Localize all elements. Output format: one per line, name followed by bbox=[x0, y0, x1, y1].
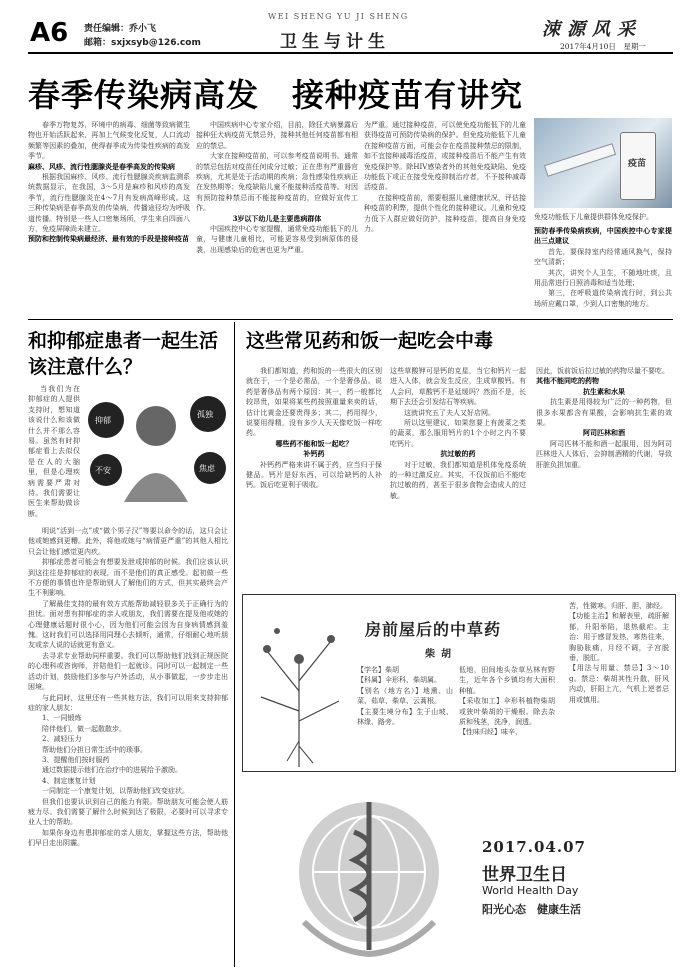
herb-box bbox=[242, 594, 676, 772]
paragraph: 第三，在呼吸道传染病流行时，到公共场所应戴口罩，少到人口密集的地方。 bbox=[534, 289, 672, 308]
herb-field: 【性味归经】味辛， bbox=[459, 728, 522, 737]
subhead: 麻疹、风疹、流行性腮腺炎是春季高发的传染病 bbox=[28, 161, 175, 171]
column-divider bbox=[234, 322, 235, 967]
paragraph: 对于过敏，我们都知道是机体免疫系统的一种过激反应。其实，不仅饭前后不能吃抗过敏的药，甚至于很多食物会造成人的过敏。 bbox=[390, 460, 526, 500]
image-caption: 免疫功能低下儿童提供群体免疫保护。 bbox=[534, 213, 653, 221]
herb-col3 bbox=[569, 601, 669, 705]
article1-col2 bbox=[196, 120, 358, 255]
article3-headline: 这些常见药和饭一起吃会中毒 bbox=[246, 330, 494, 352]
herb-illustration bbox=[247, 601, 351, 767]
paragraph: 我们都知道，药和饭的一些很大的区别就在于，一个是必需品，一个是奢侈品。说药是奢侈品有两个原因：其一，药一般都比较昂贵，如果将某些药按照重量来卖的话，估计比黄金还要贵得多；其二，药用得少，说要用得精，没有多少人天天像吃饭一样吃药。 bbox=[246, 367, 382, 438]
whd-title: 世界卫生日 bbox=[482, 865, 567, 885]
bubble-label: 抑郁 bbox=[95, 416, 111, 425]
herb-plant-icon bbox=[247, 601, 351, 767]
article1-col3 bbox=[364, 120, 526, 234]
bubble-label: 孤独 bbox=[197, 410, 213, 419]
subhead: 抗生素和水果 bbox=[583, 386, 625, 396]
article2-body bbox=[28, 526, 228, 849]
figure-icon bbox=[84, 384, 230, 502]
paragraph: 因此，饭前饭后拉过敏的药物尽量不要吃。 bbox=[536, 367, 669, 375]
paragraph: 中国疾控中心专家提醒，通常免疫功能低下的儿童，与健康儿童相比，可能更容易受到病原体的侵袭，出现感染后的危害也更为严重。 bbox=[196, 225, 358, 254]
who-banner bbox=[242, 780, 674, 966]
section-rule bbox=[28, 319, 673, 320]
article1-col4 bbox=[534, 226, 672, 309]
subhead: 预防春季传染病疾病，中国疾控中心专家提出三点建议 bbox=[534, 226, 672, 246]
masthead-rule bbox=[28, 52, 673, 54]
list-item: 陪伴他们，做一起散散步。 bbox=[42, 724, 126, 733]
paragraph: 春季万物复苏，环境中的病毒、细菌等致病微生物也开始活跃起来，再加上气候变化反复，人口流动频繁等因素的叠加，使得春季成为传染性疾病的高发季节。 bbox=[28, 121, 190, 161]
vaccine-photo bbox=[534, 118, 672, 208]
paragraph: 去寻求专业帮助同样重要。我们可以帮助他们找到正规医院的心理科或咨询师，并陪他们一起就诊。同时可以一起制定一些活动计划，鼓励他们多参与户外活动，从小事做起，一步步走出困境。 bbox=[28, 651, 228, 692]
paragraph: 抑郁症患者可能会有想要发泄或抑郁的时候。我们应该认识到这往往是抑郁症的表现，而不是他们的真正感受。起初做一些不方便的事情也许是帮助别人了解他们的方式，但其实最终会产生不利影响。 bbox=[28, 558, 228, 598]
bubble-label: 不安 bbox=[95, 466, 111, 475]
bubble-label: 焦虑 bbox=[199, 464, 215, 473]
article2-intro: 当我们为在抑郁症的人提供支持时，想知道该说什么和该做什么并不那么容易。虽然有时抑郁症看上去似仅是在人的大脑里，但是心理疾病需要严肃对待。我们需要让医生来帮助做诊断。 bbox=[28, 385, 80, 518]
subhead: 预防和控制传染病最经济、最有效的手段是接种疫苗 bbox=[28, 234, 189, 244]
herb-field: 【别名（地方名）】地熏、山菜、茹草、柴草、云蒿根。 bbox=[357, 686, 453, 706]
paper-name: 涑源风采 bbox=[542, 19, 642, 40]
list-item: 3、提醒他们按时服药 bbox=[42, 755, 110, 764]
subhead: 阿司匹林和酒 bbox=[583, 428, 625, 438]
subhead: 抗过敏的药 bbox=[440, 449, 476, 459]
paragraph: 如果你身边有患抑郁症的亲人朋友，掌握这些方法，帮助他们早日走出阴霾。 bbox=[28, 828, 228, 848]
paragraph: 其次，讲究个人卫生，不随地吐痰，且用品常进行日照消毒和适当处理； bbox=[534, 268, 672, 288]
herb-field: 苦，性微寒。归肝、胆、肺经。 bbox=[569, 602, 667, 610]
paragraph: 大家在接种疫苗前，可以参考疫苗说明书。通常的禁忌包括对疫苗任何成分过敏；正在患有严重器官疾病，尤其是处于活动期的疾病；急性感染性疾病正在发热期等；免疫缺陷儿童不能接种活疫苗等。对因有预防接种禁忌而不能接种疫苗的，应做好宣传工作。 bbox=[196, 152, 358, 213]
list-item: 2、减轻压力 bbox=[42, 735, 82, 744]
email-line: 邮箱：sxjxsyb@126.com bbox=[84, 38, 201, 48]
whd-slogan: 阳光心态 健康生活 bbox=[482, 903, 581, 916]
page-number: A6 bbox=[30, 18, 69, 48]
herb-col2 bbox=[459, 665, 555, 738]
paragraph: 明说“活到一点”或“做个男子汉”等要以命令的话，这只会让他或她感到更糟。此外，将他或她与“病情更严重”的其他人相比只会让他们感觉更内疚。 bbox=[28, 527, 228, 556]
paragraph: 首先，要保持室内经常通风换气，保持空气清新； bbox=[534, 247, 672, 267]
editor-line: 责任编辑：乔小飞 bbox=[84, 24, 157, 34]
paragraph: 为严重。通过接种疫苗，可以使免疫功能低下的儿童获得疫苗可预防传染病的保护。但免疫功能低下儿童在接种疫苗方面，可能会存在疫苗接种禁忌的限制，如不宜接种减毒活疫苗，或接种疫苗后不能产生有效免疫保护等。除HIV感染者外的其他免疫缺陷、免疫功能低下或正在接受免疫抑制治疗者，不予接种减毒活疫苗。 bbox=[364, 121, 526, 192]
paragraph: 阿司匹林不能和酒一起服用，因为阿司匹林进入人体后，会抑制酒精的代谢，导致肝脏负担加重。 bbox=[536, 439, 672, 469]
article3-col1 bbox=[246, 366, 382, 491]
syringe-icon bbox=[544, 143, 616, 177]
article1-headline: 春季传染病高发 接种疫苗有讲究 bbox=[28, 76, 524, 114]
paragraph: 补钙药严格来讲不属于药，应当归于保健品。钙片是好东西，可以给缺钙的人补钙。饭后吃更利于吸收。 bbox=[246, 460, 382, 490]
section-pinyin: WEI SHENG YU JI SHENG bbox=[268, 12, 409, 21]
depression-illustration bbox=[84, 384, 230, 502]
paragraph: 这就讲究五了夫人又好店网。 bbox=[404, 408, 495, 417]
herb-field: 【采收加工】伞形科植物柴胡或狭叶柴胡的干燥根。除去杂质和残茎，洗净，润透。 bbox=[459, 697, 555, 727]
paragraph: 所以这里建议，如果您要上有菠菜之类的蔬菜，那么服用钙片的1个小时之内不要吃钙片。 bbox=[390, 419, 526, 448]
herb-title: 房前屋后的中草药 bbox=[365, 620, 502, 639]
herb-field: 低地，田间地头杂草丛林有野生，近年各个乡镇均有大面积种植。 bbox=[459, 666, 555, 695]
whd-english: World Health Day bbox=[482, 884, 579, 897]
herb-field: 【学名】柴胡 bbox=[357, 666, 399, 674]
herb-name: 柴胡 bbox=[425, 649, 457, 660]
subhead: 补钙药 bbox=[303, 449, 325, 459]
vial-label: 疫苗 bbox=[627, 159, 646, 169]
herb-col1 bbox=[357, 665, 453, 727]
paragraph: 但我们也要认识到自己的能力有限。帮助朋友可能会使人筋疲力尽。我们需要了解什么时候到达了极限，必要时可以寻求专业人士的帮助。 bbox=[28, 797, 228, 827]
paragraph: 中国疾病中心专家介绍，目前，除狂犬病暴露后接种狂犬病疫苗无禁忌外，接种其他任何疫苗都有相应的禁忌。 bbox=[196, 121, 358, 150]
paragraph: 根据我国麻疹、风疹、流行性腮腺炎疾病监测系统数据显示，在我国，3～5月是麻疹和风疹的高发季节，流行性腮腺炎在4～7月有发病高峰形成。这三种传染病是春季高发的传染病，传播途径均为呼吸道传播。特别是一些人口密集场所，学生来自四面八方，免疫屏障尚未建立。 bbox=[28, 173, 190, 234]
subhead: 3岁以下幼儿是主要患病群体 bbox=[232, 213, 322, 223]
paragraph: 在接种疫苗前，需要根据儿童健康状况，评估接种疫苗的利弊，提供个性化的接种建议。儿童和免疫力低下人群应做好防护，接种疫苗，提高自身免疫力。 bbox=[364, 193, 526, 234]
list-item: 帮助他们分担日常生活中的琐事。 bbox=[42, 745, 147, 754]
list-item: 通过数据提示他们在治疗中的进展给予激励。 bbox=[42, 766, 182, 775]
article2-headline: 和抑郁症患者一起生活该注意什么？ bbox=[28, 330, 219, 378]
article3-col2 bbox=[390, 366, 526, 501]
list-item: 4、制定康复计划 bbox=[42, 776, 96, 785]
herb-field: 【主要生境分布】生于山坡、林缘、路旁。 bbox=[357, 707, 453, 727]
date-line: 2017年4月10日 星期一 bbox=[560, 42, 646, 51]
paragraph: 与此同时，这里还有一些其他方法，我们可以用来支持抑郁症的家人朋友： bbox=[28, 693, 228, 712]
paragraph: 了解最佳支持的最有效方式能帮助减轻很多关于正确行为的担忧。面对患有抑郁症的亲人或朋友，我们需要在提及他或她的心理健康话题时很小心，因为他们可能会因为自身病情感到羞愧。这时我们可以选择用同理心去倾听，通常，仔细耐心地听朋友或亲人说的话就更有意义。 bbox=[28, 599, 228, 650]
paragraph: 抗生素是用得较为广泛的一种药物，但很多水果都含有果酸，会影响抗生素的效果。 bbox=[536, 398, 672, 428]
article3-col3 bbox=[536, 366, 672, 470]
who-emblem bbox=[274, 782, 464, 962]
paragraph: 这些草酸钾可是钙的克星，当它和钙片一起进入人体，就会发生反应，生成草酸钙。有人会问，草酸钙不是延缓吗？然而不是，长期下去还会引发结石等疾病。 bbox=[390, 367, 526, 407]
subhead: 哪些药不能和饭一起吃？ bbox=[275, 438, 353, 448]
who-logo-icon bbox=[274, 782, 464, 962]
article1-col1 bbox=[28, 120, 190, 245]
list-item: 1、一同锻炼 bbox=[42, 714, 82, 723]
section-title: 卫生与计生 bbox=[280, 32, 390, 52]
list-item: 一同制定一个康复计划，以帮助他们改变症状。 bbox=[42, 787, 189, 796]
herb-field: 【功能主治】和解表里，疏肝解郁，升阳举陷，退热截疟。主治：用于感冒发热，寒热往来，胸胁胀痛，月经不调，子宫脱垂，脱肛。 bbox=[569, 612, 669, 663]
subhead: 其他不能同吃的药物 bbox=[536, 376, 599, 386]
herb-field: 【科属】伞形科、柴胡属。 bbox=[357, 676, 441, 685]
herb-field: 【用法与用量、禁忌】3～10g。禁忌：柴胡其性升散，肝风内动，肝阳上亢，气机上逆者忌用或慎用。 bbox=[569, 664, 669, 704]
whd-date: 2017.04.07 bbox=[482, 838, 586, 856]
